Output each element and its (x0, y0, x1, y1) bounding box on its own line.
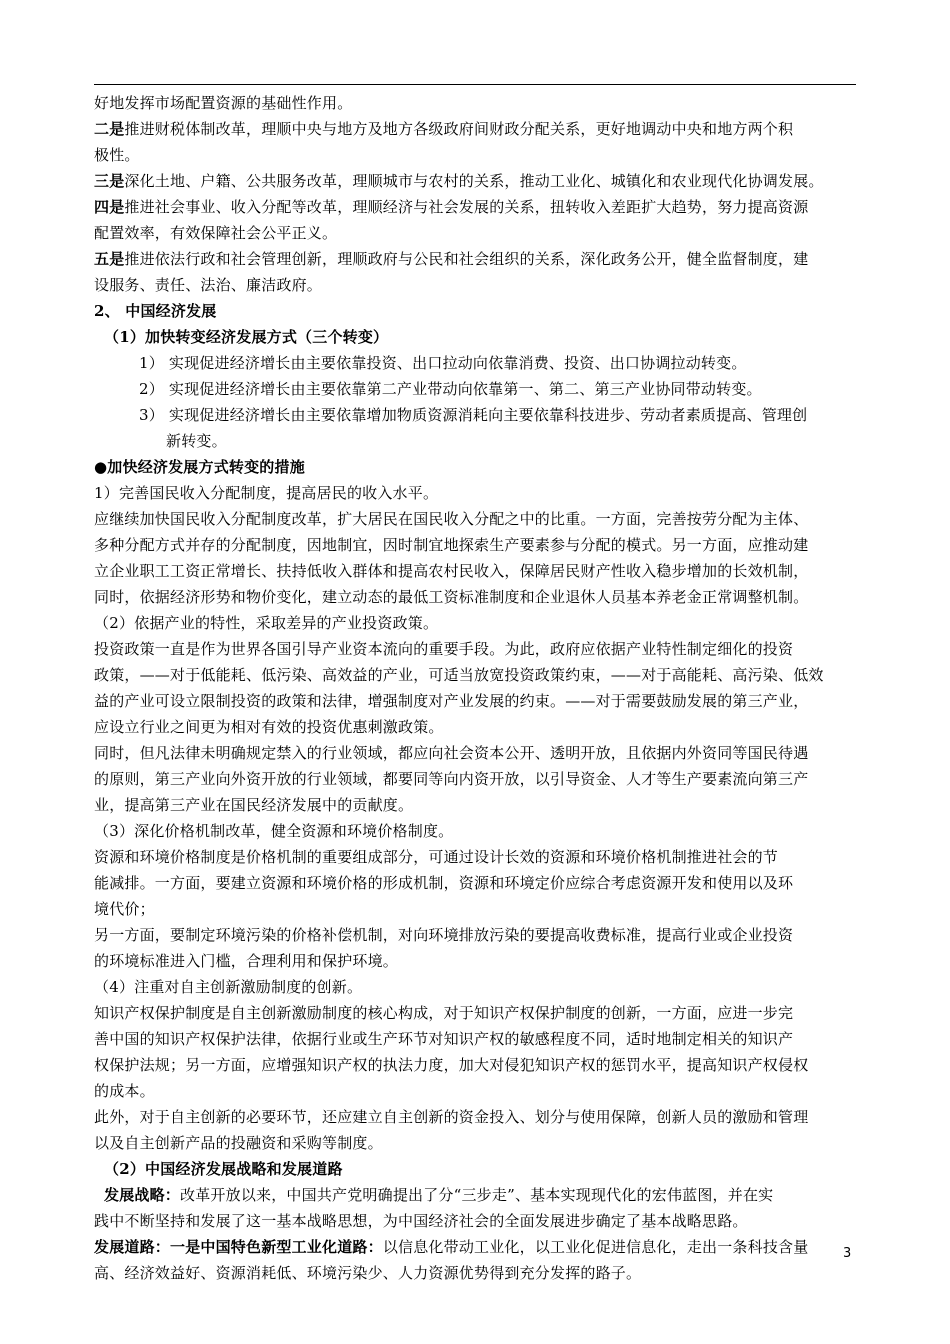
line-text: 极性。 (94, 146, 140, 164)
text-line (94, 142, 860, 168)
document-body (94, 90, 860, 1286)
line-lead: 发展战略： (104, 1186, 181, 1204)
text-line (94, 740, 860, 766)
text-line (94, 1260, 860, 1286)
line-text: （2）中国经济发展战略和发展道路 (104, 1160, 343, 1178)
line-lead: 五是 (94, 250, 125, 268)
line-text: （3）深化价格机制改革，健全资源和环境价格制度。 (94, 822, 454, 840)
line-text: 的成本。 (94, 1082, 155, 1100)
line-text: 应继续加快国民收入分配制度改革，扩大居民在国民收入分配之中的比重。一方面，完善按劳分配为主体、 (94, 510, 809, 528)
line-text: 1）完善国民收入分配制度，提高居民的收入水平。 (94, 484, 439, 502)
text-line (94, 454, 860, 480)
text-line (94, 324, 860, 350)
line-text: 投资政策一直是作为世界各国引导产业资本流向的重要手段。为此，政府应依据产业特性制定细化的投资 (94, 640, 794, 658)
line-text: 能减排。一方面，要建立资源和环境价格的形成机制，资源和环境定价应综合考虑资源开发和使用以及环 (94, 874, 794, 892)
text-line (94, 272, 860, 298)
line-text: 的环境标准进入门槛，合理利用和保护环境。 (94, 952, 399, 970)
header-rule (94, 84, 856, 85)
line-text: 高、经济效益好、资源消耗低、环境污染少、人力资源优势得到充分发挥的路子。 (94, 1264, 642, 1282)
line-text: ●加快经济发展方式转变的措施 (94, 458, 305, 476)
text-line (94, 220, 860, 246)
line-text: 以信息化带动工业化，以工业化促进信息化，走出一条科技含量 (382, 1238, 809, 1256)
line-text: 资源和环境价格制度是价格机制的重要组成部分，可通过设计长效的资源和环境价格机制推进社会的节 (94, 848, 779, 866)
line-text: 同时，但凡法律未明确规定禁入的行业领域，都应向社会资本公开、透明开放，且依据内外资同等国民待遇 (94, 744, 809, 762)
line-lead: 三是 (94, 172, 125, 190)
line-lead: 四是 (94, 198, 125, 216)
line-text: 推进财税体制改革，理顺中央与地方及地方各级政府间财政分配关系，更好地调动中央和地方两个积 (124, 120, 794, 138)
line-text: 此外，对于自主创新的必要环节，还应建立自主创新的资金投入、划分与使用保障，创新人员的激励和管理 (94, 1108, 809, 1126)
line-text: 同时，依据经济形势和物价变化，建立动态的最低工资标准制度和企业退休人员基本养老金正常调整机制。 (94, 588, 809, 606)
line-text: （2）依据产业的特性，采取差异的产业投资政策。 (94, 614, 439, 632)
text-line (94, 1156, 860, 1182)
text-line (94, 662, 860, 688)
text-line (94, 896, 860, 922)
line-text: 1） 实现促进经济增长由主要依靠投资、出口拉动向依靠消费、投资、出口协调拉动转变。 (139, 354, 747, 372)
line-text: 另一方面，要制定环境污染的价格补偿机制，对向环境排放污染的要提高收费标准，提高行业或企业投资 (94, 926, 794, 944)
line-text: 境代价； (94, 900, 155, 918)
text-line (94, 376, 860, 402)
line-text: 设服务、责任、法治、廉洁政府。 (94, 276, 323, 294)
line-text: 益的产业可设立限制投资的政策和法律，增强制度对产业发展的约束。——对于需要鼓励发展的第三产业， (94, 692, 809, 710)
text-line (94, 1182, 860, 1208)
text-line (94, 1104, 860, 1130)
text-line (94, 480, 860, 506)
line-text: 3） 实现促进经济增长由主要依靠增加物质资源消耗向主要依靠科技进步、劳动者素质提高、管理创 (139, 406, 808, 424)
line-text: 应设立行业之间更为相对有效的投资优惠刺激政策。 (94, 718, 444, 736)
line-text: 多种分配方式并存的分配制度，因地制宜，因时制宜地探索生产要素参与分配的模式。另一方面，应推动建 (94, 536, 809, 554)
text-line (94, 818, 860, 844)
text-line (94, 194, 860, 220)
line-text: 以及自主创新产品的投融资和采购等制度。 (94, 1134, 383, 1152)
text-line (94, 1078, 860, 1104)
line-text: （4）注重对自主创新激励制度的创新。 (94, 978, 363, 996)
line-text: 改革开放以来，中国共产党明确提出了分“三步走”、基本实现现代化的宏伟蓝图，并在实 (180, 1186, 774, 1204)
line-text: 政策，——对于低能耗、低污染、高效益的产业，可适当放宽投资政策约束，——对于高能耗、高污染、低效 (94, 666, 824, 684)
text-line (94, 1208, 860, 1234)
page-number: 3 (843, 1246, 852, 1261)
line-text: 的原则，第三产业向外资开放的行业领域，都要同等向内资开放，以引导资金、人才等生产要素流向第三产 (94, 770, 809, 788)
line-text: （1）加快转变经济发展方式（三个转变） (104, 328, 389, 346)
text-line (94, 168, 860, 194)
text-line (94, 1000, 860, 1026)
line-text: 业，提高第三产业在国民经济发展中的贡献度。 (94, 796, 414, 814)
line-text: 推进社会事业、收入分配等改革，理顺经济与社会发展的关系，扭转收入差距扩大趋势，努力提高资源 (124, 198, 809, 216)
text-line (94, 948, 860, 974)
line-lead: 发展道路：一是中国特色新型工业化道路： (94, 1238, 383, 1256)
text-line (94, 870, 860, 896)
line-text: 好地发挥市场配置资源的基础性作用。 (94, 94, 353, 112)
text-line (94, 792, 860, 818)
line-text: 深化土地、户籍、公共服务改革，理顺城市与农村的关系，推动工业化、城镇化和农业现代化协调发展。 (124, 172, 824, 190)
line-text: 2） 实现促进经济增长由主要依靠第二产业带动向依靠第一、第二、第三产业协同带动转变。 (139, 380, 762, 398)
text-line (94, 298, 860, 324)
text-line (94, 766, 860, 792)
text-line (94, 532, 860, 558)
text-line (94, 1234, 860, 1260)
line-text: 配置效率，有效保障社会公平正义。 (94, 224, 338, 242)
line-text: 践中不断坚持和发展了这一基本战略思想，为中国经济社会的全面发展进步确定了基本战略思路。 (94, 1212, 748, 1230)
line-text: 知识产权保护制度是自主创新激励制度的核心构成，对于知识产权保护制度的创新，一方面，应进一步完 (94, 1004, 794, 1022)
text-line (94, 1130, 860, 1156)
text-line (94, 636, 860, 662)
text-line (94, 1052, 860, 1078)
text-line (94, 246, 860, 272)
text-line (94, 1026, 860, 1052)
line-text: 新转变。 (166, 432, 227, 450)
text-line (94, 844, 860, 870)
line-lead: 二是 (94, 120, 125, 138)
text-line (94, 610, 860, 636)
text-line (94, 714, 860, 740)
text-line (94, 350, 860, 376)
line-text: 立企业职工工资正常增长、扶持低收入群体和提高农村民收入，保障居民财产性收入稳步增加的长效机制， (94, 562, 809, 580)
text-line (94, 402, 860, 428)
line-text: 善中国的知识产权保护法律，依据行业或生产环节对知识产权的敏感程度不同，适时地制定相关的知识产 (94, 1030, 794, 1048)
line-text: 2、 中国经济发展 (94, 302, 217, 320)
text-line (94, 922, 860, 948)
line-text: 推进依法行政和社会管理创新，理顺政府与公民和社会组织的关系，深化政务公开，健全监督制度，建 (124, 250, 809, 268)
text-line (94, 584, 860, 610)
line-text: 权保护法规；另一方面，应增强知识产权的执法力度，加大对侵犯知识产权的惩罚水平，提高知识产权侵权 (94, 1056, 809, 1074)
text-line (94, 974, 860, 1000)
text-line (94, 688, 860, 714)
text-line (94, 90, 860, 116)
text-line (94, 116, 860, 142)
text-line (94, 506, 860, 532)
text-line (94, 428, 860, 454)
text-line (94, 558, 860, 584)
